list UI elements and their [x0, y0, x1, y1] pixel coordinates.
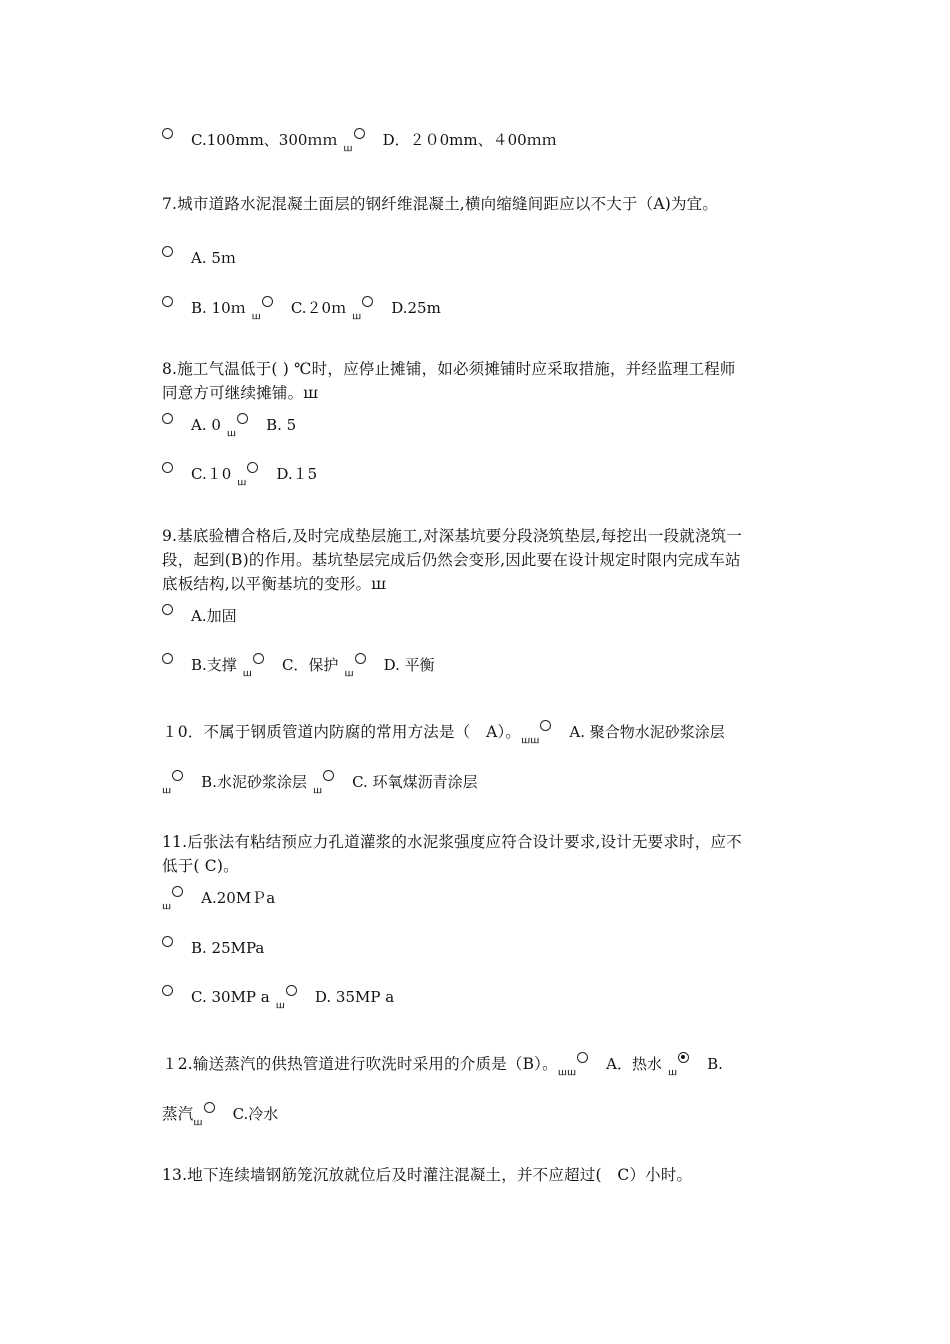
- option-label: A. 聚合物水泥砂浆涂层: [569, 723, 725, 741]
- radio-button[interactable]: [162, 985, 173, 996]
- option-label: C. 环氧煤沥青涂层: [352, 773, 478, 791]
- question-text: 7.城市道路水泥混凝土面层的钢纤维混凝土,横向缩缝间距应以不大于（A)为宜。: [162, 195, 719, 213]
- question-text: 9.基底验槽合格后,及时完成垫层施工,对深基坑要分段浇筑垫层,每挖出一段就浇筑一: [162, 527, 743, 545]
- text-line: [162, 381, 318, 405]
- text-line: [162, 246, 242, 270]
- radio-button[interactable]: [253, 653, 264, 664]
- option-label: D．２０0mm、４00ｍｍ: [382, 131, 557, 149]
- paragraph-mark-icon: ꟺ: [237, 477, 247, 488]
- text-line: [162, 1102, 284, 1126]
- radio-button[interactable]: [162, 413, 173, 424]
- option-label: D. 平衡: [383, 656, 435, 674]
- question-text: 同意方可继续摊铺。ꟺ: [162, 384, 319, 402]
- radio-button[interactable]: [162, 246, 173, 257]
- radio-button[interactable]: [355, 653, 366, 664]
- paragraph-mark-icon: ꟺ: [352, 311, 362, 322]
- text-line: [162, 886, 281, 910]
- text-line: [162, 1052, 729, 1076]
- paragraph-mark-icon: ꟺ: [251, 311, 261, 322]
- option-label: C.２0ｍ: [290, 299, 347, 317]
- text-line: [162, 192, 718, 216]
- option-label: A. 0: [191, 416, 221, 434]
- paragraph-mark-icon: ꟺꟺ: [521, 735, 540, 746]
- radio-button[interactable]: [323, 770, 334, 781]
- text-line: [162, 770, 484, 794]
- radio-button[interactable]: [162, 653, 173, 664]
- paragraph-mark-icon: ꟺ: [242, 668, 252, 679]
- text-line: [162, 128, 563, 152]
- text-line: [162, 548, 741, 572]
- option-label: A. 5ｍ: [191, 249, 236, 267]
- option-label: C.１0: [191, 465, 232, 483]
- question-text: １0．不属于钢质管道内防腐的常用方法是（ A）。: [162, 723, 522, 741]
- option-label: C.冷水: [232, 1105, 279, 1123]
- option-label: A．热水: [606, 1055, 662, 1073]
- paragraph-mark-icon: ꟺ: [668, 1067, 678, 1078]
- option-label: C. 30MP a: [191, 988, 270, 1006]
- option-label: A.加固: [191, 607, 237, 625]
- paragraph-mark-icon: ꟺ: [343, 143, 353, 154]
- radio-button[interactable]: [262, 296, 273, 307]
- radio-button[interactable]: [247, 462, 258, 473]
- question-text: 8.施工气温低于( ) ℃时，应停止摊铺，如必须摊铺时应采取措施，并经监理工程师: [162, 360, 736, 378]
- radio-button[interactable]: [162, 462, 173, 473]
- paragraph-mark-icon: ꟺ: [162, 785, 172, 796]
- question-text: １2.输送蒸汽的供热管道进行吹洗时采用的介质是（B）。: [162, 1055, 558, 1073]
- radio-button[interactable]: [162, 936, 173, 947]
- option-label: D. 35MP a: [314, 988, 395, 1006]
- text-line: [162, 1163, 692, 1187]
- radio-button[interactable]: [354, 128, 365, 139]
- text-line: [162, 854, 239, 878]
- option-label: B.水泥砂浆涂层: [201, 773, 307, 791]
- radio-button[interactable]: [172, 886, 183, 897]
- option-label: D.１5: [276, 465, 318, 483]
- text-line: [162, 524, 742, 548]
- radio-button[interactable]: [237, 413, 248, 424]
- text-line: [162, 296, 447, 320]
- paragraph-mark-icon: ꟺ: [275, 1000, 285, 1011]
- option-label: B. 10ｍ: [191, 299, 246, 317]
- option-label: A.20MＰa: [201, 889, 276, 907]
- text-line: [162, 413, 302, 437]
- option-label: D.25m: [391, 299, 441, 317]
- option-label: B. 25MPa: [191, 939, 265, 957]
- option-label: B. 5: [266, 416, 297, 434]
- text-line: [162, 720, 731, 744]
- option-label: C．保护: [281, 656, 339, 674]
- text-line: [162, 985, 400, 1009]
- question-text: 蒸汽: [162, 1105, 194, 1123]
- text-line: [162, 653, 441, 677]
- radio-button[interactable]: [162, 604, 173, 615]
- text-line: [162, 936, 270, 960]
- radio-button[interactable]: [172, 770, 183, 781]
- question-text: 13.地下连续墙钢筋笼沉放就位后及时灌注混凝土，并不应超过( C）小时。: [162, 1166, 693, 1184]
- radio-button[interactable]: [162, 128, 173, 139]
- text-line: [162, 604, 243, 628]
- paragraph-mark-icon: ꟺ: [226, 428, 237, 439]
- radio-selected-icon[interactable]: [678, 1052, 689, 1063]
- paragraph-mark-icon: ꟺ: [162, 901, 172, 912]
- option-label: B.支撑: [191, 656, 237, 674]
- text-line: [162, 830, 742, 854]
- question-text: 11.后张法有粘结预应力孔道灌浆的水泥浆强度应符合设计要求,设计无要求时，应不: [162, 833, 742, 851]
- radio-button[interactable]: [204, 1102, 215, 1113]
- option-label: B.: [707, 1055, 723, 1073]
- text-line: [162, 357, 736, 381]
- radio-button[interactable]: [577, 1052, 588, 1063]
- paragraph-mark-icon: ꟺ: [344, 668, 354, 679]
- text-line: [162, 572, 386, 596]
- option-label: C.100mm、300ｍｍ: [191, 131, 338, 149]
- question-text: 低于( C)。: [162, 857, 239, 875]
- question-text: 底板结构,以平衡基坑的变形。ꟺ: [162, 575, 387, 593]
- paragraph-mark-icon: ꟺ: [312, 785, 323, 796]
- question-text: 段，起到(B)的作用。基坑垫层完成后仍然会变形,因此要在设计规定时限内完成车站: [162, 551, 741, 569]
- radio-button[interactable]: [362, 296, 373, 307]
- radio-button[interactable]: [162, 296, 173, 307]
- paragraph-mark-icon: ꟺꟺ: [557, 1067, 577, 1078]
- radio-button[interactable]: [540, 720, 551, 731]
- paragraph-mark-icon: ꟺ: [193, 1117, 203, 1128]
- radio-button[interactable]: [286, 985, 297, 996]
- text-line: [162, 462, 323, 486]
